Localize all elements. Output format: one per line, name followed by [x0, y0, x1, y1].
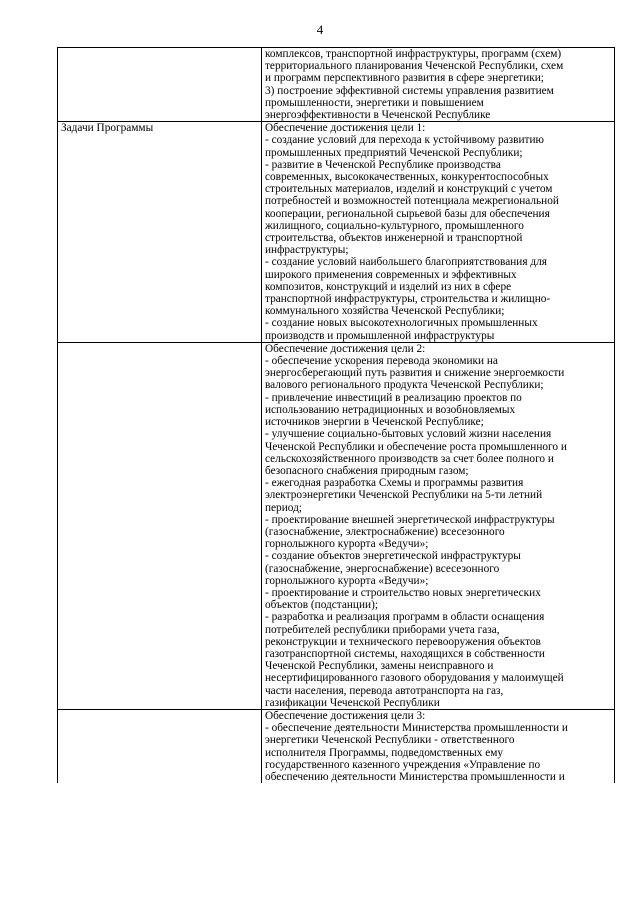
content-line: транспортной инфраструктуры, строительства и жилищно- [265, 293, 551, 306]
content-line: промышленности, энергетики и повышением [265, 96, 484, 109]
row-content-cell [262, 342, 615, 709]
content-line: - обеспечение деятельности Министерства промышленности и [265, 722, 568, 735]
content-line: валового регионального продукта Чеченской Республики; [265, 379, 544, 392]
content-line: Чеченской Республики и обеспечение роста промышленного и [265, 440, 567, 453]
content-line: - создание новых высокотехнологичных промышленных [265, 317, 538, 330]
content-line: - развитие в Чеченской Республике производства [265, 158, 501, 171]
content-line: потребителей республики приборами учета газа, [265, 623, 500, 636]
content-line: горнолыжного курорта «Ведучи»; [265, 538, 429, 551]
content-line: территориального планирования Чеченской Республики, схем [265, 60, 564, 73]
table-row [58, 342, 615, 709]
content-line: Обеспечение достижения цели 1: [265, 122, 426, 135]
content-line: (газоснабжение, энергоснабжение) всесезонного [265, 562, 500, 575]
content-line: - разработка и реализация программ в области оснащения [265, 611, 545, 624]
content-line: 3) построение эффективной системы управления развитием [265, 84, 554, 97]
table-row [58, 48, 615, 122]
row-label-cell [58, 48, 262, 122]
content-line: комплексов, транспортной инфраструктуры, программ (схем) [265, 48, 562, 60]
content-line: производств и промышленной инфраструктуры [265, 329, 495, 342]
content-line: газотранспортной системы, находящихся в собственности [265, 647, 545, 660]
content-line: - проектирование и строительство новых энергетических [265, 586, 541, 599]
content-line: безопасного снабжения природным газом; [265, 464, 469, 477]
content-line: несертифицированного газового оборудования у малоимущей [265, 672, 564, 685]
row-label-cell [58, 709, 262, 783]
content-line: части населения, перевода автотранспорта на газ, [265, 684, 504, 697]
content-line: период; [265, 501, 302, 514]
content-line: сельскохозяйственного производств за счет более полного и [265, 452, 554, 465]
content-line: энергоэффективности в Чеченской Республике [265, 109, 491, 122]
content-line: - создание условий для перехода к устойчивому развитию [265, 134, 544, 147]
content-line: - обеспечение ускорения перевода экономики на [265, 355, 498, 368]
content-line: государственного казенного учреждения «Управление по [265, 758, 541, 771]
row-content-cell [262, 48, 615, 122]
content-line: - создание объектов энергетической инфраструктуры [265, 550, 521, 563]
content-line: кооперации, региональной сырьевой базы для обеспечения [265, 207, 550, 220]
content-line: Обеспечение достижения цели 2: [265, 342, 426, 355]
content-line: газификации Чеченской Республики [265, 696, 440, 709]
content-line: источников энергии в Чеченской Республике; [265, 416, 484, 429]
content-line: промышленных предприятий Чеченской Республики; [265, 146, 523, 159]
content-line: коммунального хозяйства Чеченской Республики; [265, 305, 505, 318]
content-line: электроэнергетики Чеченской Республики на 5-ти летний [265, 489, 543, 502]
content-line: жилищного, социально-культурного, промышленного [265, 219, 524, 232]
content-line: - ежегодная разработка Схемы и программы развития [265, 477, 524, 490]
content-line: инфраструктуры; [265, 244, 349, 257]
content-line: и программ перспективного развития в сфере энергетики; [265, 72, 544, 85]
content-line: - улучшение социально-бытовых условий жизни населения [265, 428, 552, 441]
content-line: Обеспечение достижения цели 3: [265, 709, 426, 722]
row-label-cell: Задачи Программы [58, 122, 262, 343]
content-line: (газоснабжение, электроснабжение) всесезонного [265, 525, 505, 538]
content-line: строительных материалов, изделий и конструкций с учетом [265, 183, 553, 196]
content-line: строительства, объектов инженерной и транспортной [265, 232, 523, 245]
program-table [57, 47, 615, 783]
content-line: широкого применения современных и эффективных [265, 268, 517, 281]
content-line: горнолыжного курорта «Ведучи»; [265, 574, 429, 587]
content-line: Чеченской Республики, замены неисправного и [265, 660, 494, 673]
content-line: - создание условий наибольшего благоприятствования для [265, 256, 547, 269]
content-line: - привлечение инвестиций в реализацию проектов по [265, 391, 522, 404]
content-line: - проектирование внешней энергетической инфраструктуры [265, 513, 555, 526]
row-content-cell [262, 709, 615, 783]
row-content-cell [262, 122, 615, 343]
content-line: использованию нетрадиционных и возобновляемых [265, 403, 516, 416]
page-number: 4 [316, 22, 324, 37]
content-line: композитов, конструкций и изделий из них в сфере [265, 280, 512, 293]
table-row [58, 709, 615, 783]
content-line: объектов (подстанции); [265, 599, 378, 612]
program-table-body [58, 48, 615, 784]
row-label-cell [58, 342, 262, 709]
content-line: обеспечению деятельности Министерства промышленности и [265, 770, 565, 783]
content-line: исполнителя Программы, подведомственных ему [265, 746, 504, 759]
content-line: потребностей и возможностей потенциала межрегиональной [265, 195, 559, 208]
content-line: реконструкции и технического перевооружения объектов [265, 635, 541, 648]
table-row [58, 122, 615, 343]
content-line: энергетики Чеченской Республики - ответственного [265, 734, 515, 747]
content-line: энергосберегающий путь развития и снижение энергоемкости [265, 367, 565, 380]
content-line: современных, высококачественных, конкурентоспособных [265, 171, 549, 184]
